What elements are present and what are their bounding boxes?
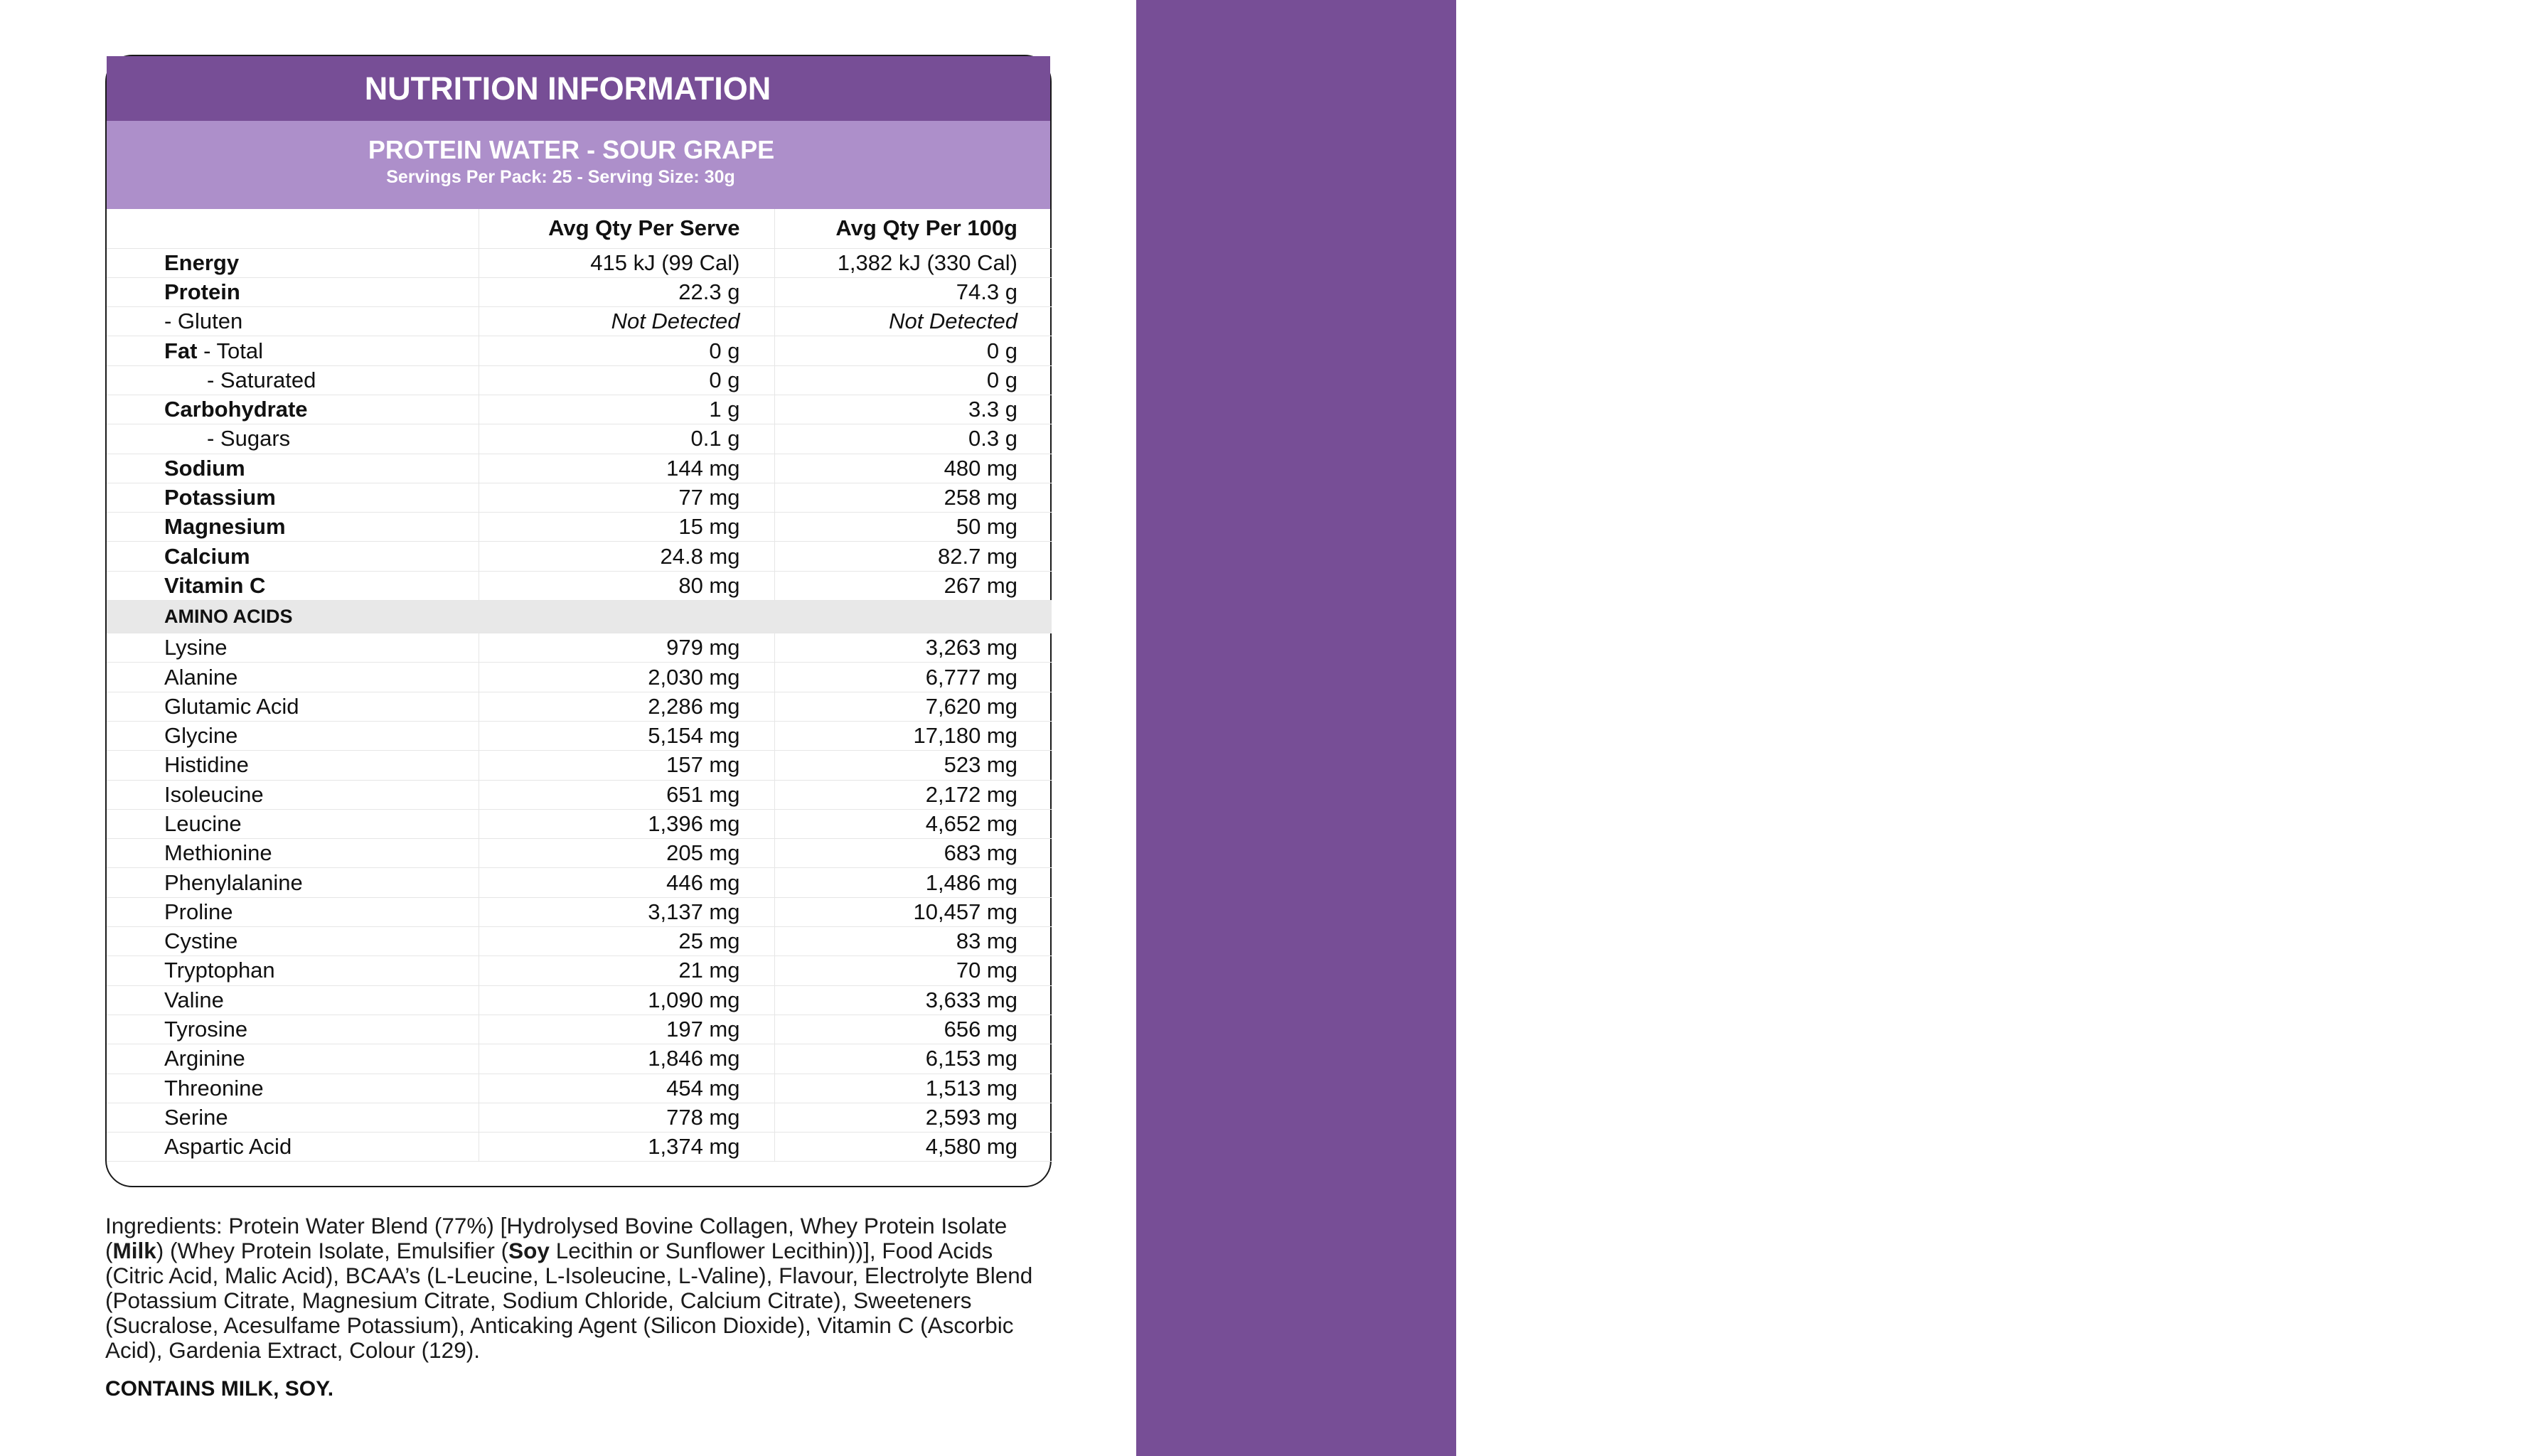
nutrient-name: Energy [107,248,479,277]
amino-header-label: AMINO ACIDS [107,601,479,633]
ingredients-part: Lecithin or Sunflower Lecithin))], Food Acids (Citric Acid, Malic Acid), BCAA’s (L-Leucine, L-Isoleucine, L-Valine), Flavour, Electrolyte Blend (Potassium Citrate, Magnesium Citrate, Sodium Chloride, Calcium Citrate), Sweeteners (Sucralose, Acesulfame Potassium), Anticaking Agent (Silicon Dioxide), Vitamin C (Ascorbic Acid), Gardenia Extract, Colour (129). [105,1238,1033,1363]
allergen-milk: Milk [112,1238,156,1263]
per-100g-value: 2,593 mg [774,1103,1052,1132]
ingredients-part: ) (Whey Protein Isolate, Emulsifier ( [156,1238,509,1263]
per-100g-value: 7,620 mg [774,692,1052,721]
nutrient-row [107,483,1052,512]
nutrition-panel [105,55,1052,1187]
amino-name: Alanine [107,663,479,692]
per-serve-value: 21 mg [479,956,774,985]
per-100g-value: 683 mg [774,839,1052,868]
amino-name: Phenylalanine [107,868,479,897]
amino-name: Serine [107,1103,479,1132]
per-serve-value: 1,396 mg [479,809,774,838]
panel-title: NUTRITION INFORMATION [107,56,1050,121]
serving-info: Servings Per Pack: 25 - Serving Size: 30g [386,167,735,187]
per-serve-value: 5,154 mg [479,721,774,750]
nutrient-row [107,571,1052,600]
per-serve-value: 15 mg [479,513,774,542]
per-100g-value: 74.3 g [774,277,1052,306]
amino-row [107,1074,1052,1103]
per-100g-value: 6,777 mg [774,663,1052,692]
amino-name: Tyrosine [107,1015,479,1044]
amino-section-header [107,601,1052,633]
product-name: PROTEIN WATER - SOUR GRAPE [368,135,775,164]
amino-row [107,985,1052,1015]
nutrient-row [107,542,1052,571]
per-serve-value: 197 mg [479,1015,774,1044]
per-100g-value: 6,153 mg [774,1044,1052,1074]
per-100g-value: 70 mg [774,956,1052,985]
amino-row [107,897,1052,926]
per-serve-value: 2,286 mg [479,692,774,721]
amino-row [107,663,1052,692]
per-100g-value: 3,263 mg [774,633,1052,663]
per-100g-value: 83 mg [774,927,1052,956]
per-100g-value: Not Detected [774,307,1052,336]
amino-name: Glutamic Acid [107,692,479,721]
per-serve-value: 979 mg [479,633,774,663]
per-serve-value: 446 mg [479,868,774,897]
blank-header [107,209,479,248]
per-serve-value: 1 g [479,395,774,424]
per-serve-value: 454 mg [479,1074,774,1103]
per-serve-value: 205 mg [479,839,774,868]
amino-name: Histidine [107,751,479,780]
nutrient-row [107,395,1052,424]
amino-row [107,1133,1052,1162]
side-title: SOUR GRAPE [2343,173,2522,1278]
per-100g-value: 10,457 mg [774,897,1052,926]
per-serve-value: 0 g [479,365,774,395]
amino-name: Lysine [107,633,479,663]
amino-name: Threonine [107,1074,479,1103]
per-100g-value: 267 mg [774,571,1052,600]
per-100g-value: 1,382 kJ (330 Cal) [774,248,1052,277]
amino-name: Cystine [107,927,479,956]
per-100g-value: 4,652 mg [774,809,1052,838]
per-serve-value: 0 g [479,336,774,365]
amino-rows [107,633,1052,1162]
nutrient-name: Calcium [107,542,479,571]
per-100g-value: 0 g [774,336,1052,365]
nutrient-row [107,454,1052,483]
amino-row [107,839,1052,868]
nutrient-name: Potassium [107,483,479,512]
per-serve-value: 1,090 mg [479,985,774,1015]
nutrient-name: - Saturated [107,365,479,395]
amino-row [107,1044,1052,1074]
per-serve-value: 1,846 mg [479,1044,774,1074]
per-100g-value: 2,172 mg [774,780,1052,809]
per-100g-value: 17,180 mg [774,721,1052,750]
amino-name: Tryptophan [107,956,479,985]
nutrient-row [107,277,1052,306]
per-serve-value: 157 mg [479,751,774,780]
amino-row [107,956,1052,985]
nutrient-row [107,513,1052,542]
allergen-soy: Soy [508,1238,550,1263]
amino-row [107,780,1052,809]
ingredients-text [105,1214,1051,1363]
amino-name: Aspartic Acid [107,1133,479,1162]
amino-name: Isoleucine [107,780,479,809]
product-header [107,121,1050,209]
per-100g-value: 0 g [774,365,1052,395]
per-serve-value: 778 mg [479,1103,774,1132]
nutrient-name: Sodium [107,454,479,483]
allergen-statement: CONTAINS MILK, SOY. [105,1377,334,1401]
nutrient-name: Fat - Total [107,336,479,365]
nutrient-row [107,248,1052,277]
per-serve-value: 415 kJ (99 Cal) [479,248,774,277]
amino-row [107,809,1052,838]
per-serve-value: 144 mg [479,454,774,483]
per-100g-value: 3.3 g [774,395,1052,424]
per-serve-value: 24.8 mg [479,542,774,571]
per-100g-value: 82.7 mg [774,542,1052,571]
nutrient-name: Vitamin C [107,571,479,600]
side-banner [1136,0,2522,1456]
per-100g-value: 656 mg [774,1015,1052,1044]
amino-name: Glycine [107,721,479,750]
per-serve-value: Not Detected [479,307,774,336]
per-serve-value: 22.3 g [479,277,774,306]
amino-name: Proline [107,897,479,926]
per-100g-value: 523 mg [774,751,1052,780]
nutrition-table [107,209,1052,1162]
per-serve-value: 2,030 mg [479,663,774,692]
nutrient-name: Magnesium [107,513,479,542]
table-header-row [107,209,1052,248]
per-serve-value: 25 mg [479,927,774,956]
per-100g-value: 0.3 g [774,424,1052,454]
per-100g-value: 4,580 mg [774,1133,1052,1162]
nutrient-row [107,424,1052,454]
nutrient-name: Protein [107,277,479,306]
amino-row [107,927,1052,956]
amino-name: Valine [107,985,479,1015]
ingredients-part: Ingredients: Protein Water Blend (77%) [Hydrolysed Bovine Collagen, Whey Protein Isolate ( [105,1213,1008,1263]
per-serve-header: Avg Qty Per Serve [479,209,774,248]
per-100g-value: 50 mg [774,513,1052,542]
nutrient-name: - Gluten [107,307,479,336]
nutrient-name: - Sugars [107,424,479,454]
per-serve-value: 651 mg [479,780,774,809]
amino-row [107,721,1052,750]
per-serve-value: 80 mg [479,571,774,600]
nutrient-name: Carbohydrate [107,395,479,424]
amino-row [107,751,1052,780]
nutrient-row [107,365,1052,395]
per-100g-value: 1,486 mg [774,868,1052,897]
amino-name: Methionine [107,839,479,868]
per-100g-value: 480 mg [774,454,1052,483]
per-100g-header: Avg Qty Per 100g [774,209,1052,248]
amino-row [107,1103,1052,1132]
per-serve-value: 77 mg [479,483,774,512]
amino-row [107,868,1052,897]
amino-name: Leucine [107,809,479,838]
amino-row [107,692,1052,721]
per-100g-value: 1,513 mg [774,1074,1052,1103]
per-serve-value: 0.1 g [479,424,774,454]
per-100g-value: 258 mg [774,483,1052,512]
nutrient-row [107,336,1052,365]
per-serve-value: 3,137 mg [479,897,774,926]
amino-name: Arginine [107,1044,479,1074]
amino-row [107,1015,1052,1044]
per-serve-value: 1,374 mg [479,1133,774,1162]
nutrient-rows [107,248,1052,601]
nutrient-row [107,307,1052,336]
amino-row [107,633,1052,663]
per-100g-value: 3,633 mg [774,985,1052,1015]
